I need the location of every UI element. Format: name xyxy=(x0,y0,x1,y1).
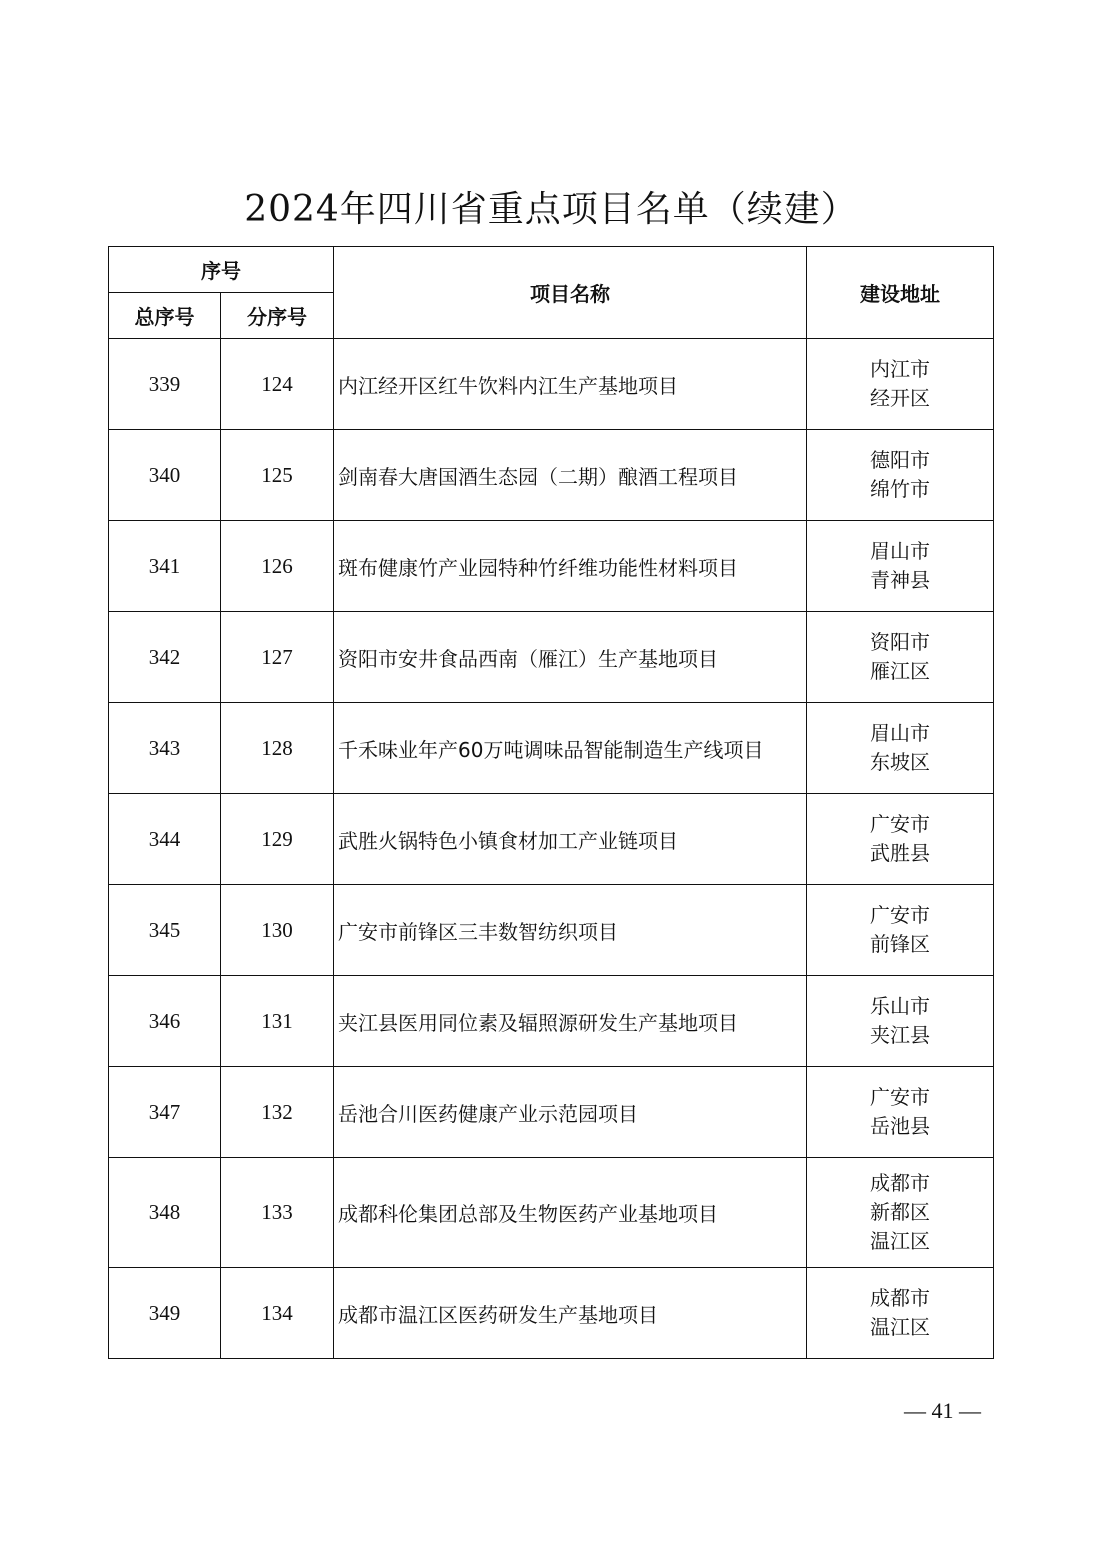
header-location: 建设地址 xyxy=(807,247,994,339)
project-name-cell: 成都科伦集团总部及生物医药产业基地项目 xyxy=(334,1158,807,1268)
location-line: 乐山市 xyxy=(870,994,930,1018)
location-line: 武胜县 xyxy=(870,841,930,865)
sub-seq-cell: 134 xyxy=(221,1268,334,1359)
sub-seq-cell: 130 xyxy=(221,885,334,976)
location-cell xyxy=(807,612,994,703)
table-row xyxy=(109,612,994,703)
total-seq-cell: 342 xyxy=(109,612,221,703)
location-cell xyxy=(807,976,994,1067)
project-name-cell: 夹江县医用同位素及辐照源研发生产基地项目 xyxy=(334,976,807,1067)
table-row xyxy=(109,976,994,1067)
sub-seq-cell: 129 xyxy=(221,794,334,885)
page-title: 2024年四川省重点项目名单（续建） xyxy=(244,189,858,230)
page-number: — 41 — xyxy=(904,1398,981,1423)
project-name-cell: 千禾味业年产60万吨调味品智能制造生产线项目 xyxy=(334,703,807,794)
sub-seq-cell: 124 xyxy=(221,339,334,430)
project-name-cell: 斑布健康竹产业园特种竹纤维功能性材料项目 xyxy=(334,521,807,612)
location-line: 东坡区 xyxy=(870,750,930,774)
sub-seq-cell: 127 xyxy=(221,612,334,703)
table-row xyxy=(109,1067,994,1158)
location-line: 温江区 xyxy=(870,1315,930,1339)
location-line: 岳池县 xyxy=(870,1114,930,1138)
project-name-cell: 内江经开区红牛饮料内江生产基地项目 xyxy=(334,339,807,430)
location-line: 新都区 xyxy=(870,1200,930,1224)
location-line: 眉山市 xyxy=(870,539,930,563)
table-row xyxy=(109,1268,994,1359)
location-cell xyxy=(807,1268,994,1359)
total-seq-cell: 347 xyxy=(109,1067,221,1158)
location-line: 眉山市 xyxy=(870,721,930,745)
location-cell xyxy=(807,1158,994,1268)
table-body xyxy=(109,339,994,1359)
location-line: 广安市 xyxy=(870,1085,930,1109)
location-cell xyxy=(807,885,994,976)
sub-seq-cell: 133 xyxy=(221,1158,334,1268)
location-cell xyxy=(807,703,994,794)
table-row xyxy=(109,885,994,976)
location-line: 德阳市 xyxy=(870,448,930,472)
location-line: 广安市 xyxy=(870,903,930,927)
location-line: 雁江区 xyxy=(870,659,930,683)
sub-seq-cell: 131 xyxy=(221,976,334,1067)
sub-seq-cell: 125 xyxy=(221,430,334,521)
sub-seq-cell: 128 xyxy=(221,703,334,794)
total-seq-cell: 349 xyxy=(109,1268,221,1359)
total-seq-cell: 343 xyxy=(109,703,221,794)
total-seq-cell: 345 xyxy=(109,885,221,976)
total-seq-cell: 344 xyxy=(109,794,221,885)
table-row xyxy=(109,430,994,521)
total-seq-cell: 341 xyxy=(109,521,221,612)
total-seq-cell: 339 xyxy=(109,339,221,430)
location-line: 绵竹市 xyxy=(870,477,930,501)
table-row xyxy=(109,794,994,885)
project-name-cell: 资阳市安井食品西南（雁江）生产基地项目 xyxy=(334,612,807,703)
location-cell xyxy=(807,521,994,612)
location-line: 夹江县 xyxy=(870,1023,930,1047)
projects-table xyxy=(108,246,994,1359)
location-line: 内江市 xyxy=(870,357,930,381)
header-total-seq: 总序号 xyxy=(109,293,221,339)
sub-seq-cell: 132 xyxy=(221,1067,334,1158)
total-seq-cell: 340 xyxy=(109,430,221,521)
location-line: 温江区 xyxy=(870,1229,930,1253)
location-cell xyxy=(807,430,994,521)
table-row xyxy=(109,521,994,612)
project-name-cell: 岳池合川医药健康产业示范园项目 xyxy=(334,1067,807,1158)
total-seq-cell: 348 xyxy=(109,1158,221,1268)
project-name-cell: 成都市温江区医药研发生产基地项目 xyxy=(334,1268,807,1359)
location-cell xyxy=(807,1067,994,1158)
location-line: 经开区 xyxy=(870,386,930,410)
location-line: 成都市 xyxy=(870,1286,930,1310)
location-line: 成都市 xyxy=(870,1171,930,1195)
location-line: 前锋区 xyxy=(870,932,930,956)
project-name-cell: 剑南春大唐国酒生态园（二期）酿酒工程项目 xyxy=(334,430,807,521)
location-cell xyxy=(807,794,994,885)
location-cell xyxy=(807,339,994,430)
total-seq-cell: 346 xyxy=(109,976,221,1067)
location-line: 青神县 xyxy=(870,568,930,592)
table-row xyxy=(109,1158,994,1268)
project-name-cell: 武胜火锅特色小镇食材加工产业链项目 xyxy=(334,794,807,885)
project-name-cell: 广安市前锋区三丰数智纺织项目 xyxy=(334,885,807,976)
header-sub-seq: 分序号 xyxy=(221,293,334,339)
table-row xyxy=(109,339,994,430)
location-line: 资阳市 xyxy=(870,630,930,654)
header-project-name: 项目名称 xyxy=(334,247,807,339)
location-line: 广安市 xyxy=(870,812,930,836)
header-seq-group: 序号 xyxy=(109,247,334,293)
sub-seq-cell: 126 xyxy=(221,521,334,612)
table-row xyxy=(109,703,994,794)
